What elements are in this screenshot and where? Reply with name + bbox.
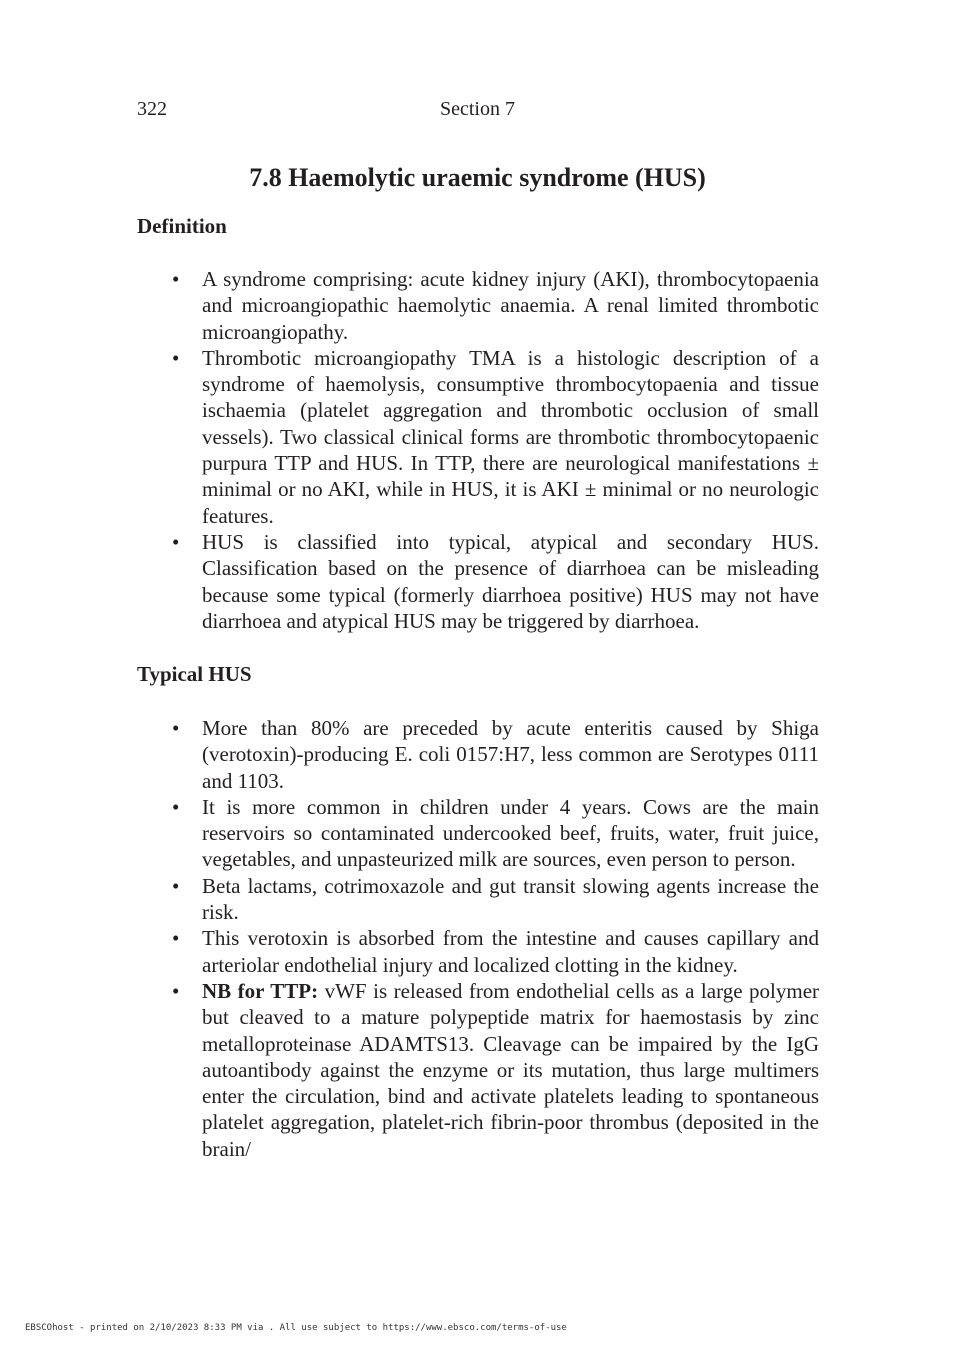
ebsco-footer: EBSCOhost - printed on 2/10/2023 8:33 PM via . All use subject to https://www.ebsco.com/terms-of-use: [25, 1323, 567, 1333]
page-title: 7.8 Haemolytic uraemic syndrome (HUS): [249, 163, 706, 192]
running-head: Section 7: [440, 98, 515, 120]
typical-hus-list: [202, 715, 819, 1162]
list-item: • It is more common in children under 4 years. Cows are the main reservoirs so contaminated undercooked beef, fruits, water, fruit juice, vegetables, and unpasteurized milk are sources, even person to person.: [202, 794, 819, 873]
nb-ttp-label: NB for TTP:: [202, 978, 319, 1003]
nb-ttp-item: [202, 978, 819, 1162]
definition-list: [202, 266, 819, 634]
nb-ttp-text: vWF is released from endothelial cells as a large polymer but cleaved to a mature polypeptide matrix for haemostasis by zinc metalloproteinase ADAMTS13. Cleavage can be impaired by the IgG autoantibody against the enzyme or its mutation, thus large multimers enter the circulation, bind and activate platelets leading to spontaneous platelet aggregation, platelet-rich fibrin-poor thrombus (deposited in the brain/: [202, 978, 820, 1161]
list-item: • Thrombotic microangiopathy TMA is a histologic description of a syndrome of haemolysis, consumptive thrombocytopaenia and tissue ischaemia (platelet aggregation and thrombotic occlusion of small vessels). Two classical clinical forms are thrombotic thrombocytopaenic purpura TTP and HUS. In TTP, there are neurological manifestations ± minimal or no AKI, while in HUS, it is AKI ± minimal or no neurologic features.: [202, 345, 819, 529]
definition-heading: Definition: [137, 214, 227, 238]
list-item: • This verotoxin is absorbed from the intestine and causes capillary and arteriolar endothelial injury and localized clotting in the kidney.: [202, 925, 819, 978]
list-item: • Beta lactams, cotrimoxazole and gut transit slowing agents increase the risk.: [202, 873, 819, 926]
page-number: 322: [137, 98, 167, 120]
list-item: • HUS is classified into typical, atypical and secondary HUS. Classification based on the presence of diarrhoea can be misleading because some typical (formerly diarrhoea positive) HUS may not have diarrhoea and atypical HUS may be triggered by diarrhoea.: [202, 529, 819, 634]
list-item: • A syndrome comprising: acute kidney injury (AKI), thrombocytopaenia and microangiopathic haemolytic anaemia. A renal limited thrombotic microangiopathy.: [202, 266, 819, 345]
typical-hus-heading: Typical HUS: [137, 662, 252, 686]
list-item: • More than 80% are preceded by acute enteritis caused by Shiga (verotoxin)-producing E. coli 0157:H7, less common are Serotypes 0111 and 1103.: [202, 715, 819, 794]
